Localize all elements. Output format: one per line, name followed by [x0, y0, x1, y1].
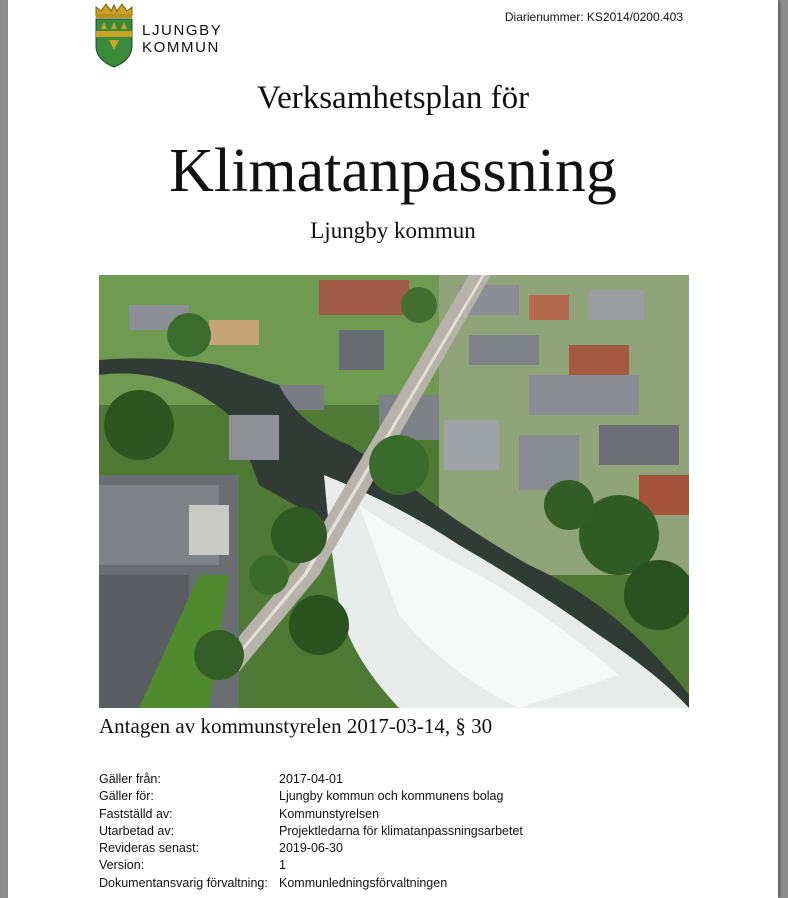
meta-value: Kommunledningsförvaltningen	[279, 875, 448, 890]
meta-key: Version:	[99, 858, 145, 873]
meta-key: Fastställd av:	[99, 806, 173, 821]
aerial-photo	[99, 275, 689, 708]
meta-value: Ljungby kommun och kommunens bolag	[279, 789, 504, 804]
document-subtitle: Ljungby kommun	[310, 218, 476, 243]
meta-key: Dokumentansvarig förvaltning:	[99, 875, 268, 890]
aerial-photo-image	[99, 275, 689, 708]
meta-key: Utarbetad av:	[99, 823, 175, 838]
crest-icon	[92, 2, 136, 68]
document-page	[8, 0, 778, 898]
meta-key: Gäller för:	[99, 789, 154, 804]
meta-value: 2017-04-01	[279, 772, 343, 786]
adoption-statement: Antagen av kommunstyrelen 2017-03-14, § 30	[99, 714, 493, 738]
municipality-logo	[92, 2, 242, 68]
document-title: Klimatanpassning	[169, 137, 617, 205]
logo-wordmark	[142, 22, 222, 56]
meta-value: Kommunstyrelsen	[279, 806, 380, 821]
meta-key: Revideras senast:	[99, 841, 200, 856]
logo-line-2: KOMMUN	[142, 39, 220, 56]
document-pretitle: Verksamhetsplan för	[256, 80, 530, 116]
diarienummer: Diarienummer: KS2014/0200.403	[504, 10, 683, 24]
meta-value: Projektledarna för klimatanpassningsarbetet	[279, 823, 523, 838]
meta-value: 2019-06-30	[279, 841, 343, 856]
logo-line-1: LJUNGBY	[142, 22, 223, 39]
meta-key: Gäller från:	[99, 772, 161, 786]
meta-value: 1	[279, 858, 286, 873]
